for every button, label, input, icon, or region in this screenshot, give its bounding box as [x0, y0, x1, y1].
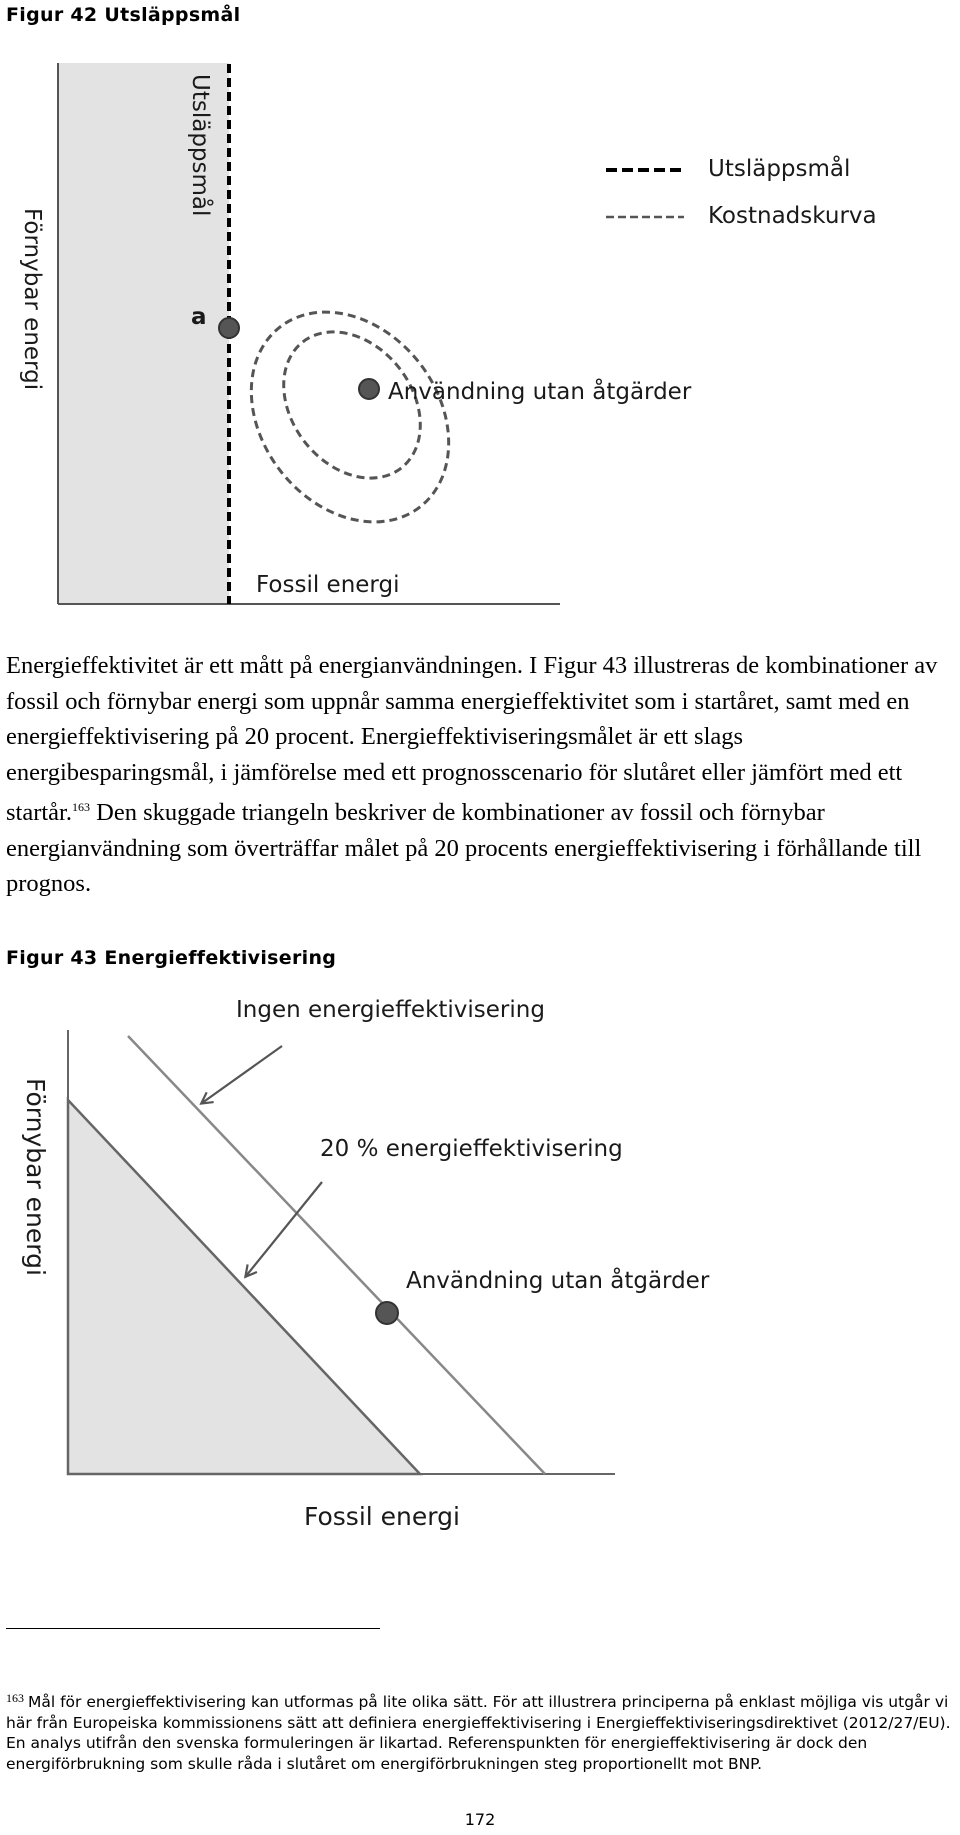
legend-label-target: Utsläppsmål [708, 156, 851, 182]
y-axis-label: Förnybar energi [19, 208, 45, 391]
usage-point-label: Användning utan åtgärder [388, 379, 692, 405]
footnote-number: 163 [6, 1691, 24, 1705]
body-paragraph [6, 648, 954, 902]
usage-point-label: Användning utan åtgärder [406, 1268, 710, 1294]
figure-42-caption: Figur 42 Utsläppsmål [6, 4, 241, 26]
footnote-separator [6, 1628, 380, 1629]
label-20-percent: 20 % energieffektivisering [320, 1136, 623, 1162]
y-axis-label: Förnybar energi [21, 1078, 50, 1276]
x-axis-label: Fossil energi [304, 1502, 460, 1531]
legend-label-cost: Kostnadskurva [708, 203, 877, 229]
label-no-efficiency: Ingen energieffektivisering [236, 997, 545, 1023]
usage-point-marker [376, 1302, 398, 1324]
x-axis-label: Fossil energi [256, 572, 400, 598]
footnote [6, 1688, 952, 1774]
cost-curve-outer [210, 273, 489, 561]
footnote-reference[interactable]: 163 [72, 800, 90, 814]
page-number: 172 [464, 1810, 496, 1829]
legend [606, 154, 877, 229]
figure-43-diagram [0, 990, 960, 1550]
figure-43-caption: Figur 43 Energieffektivisering [6, 947, 337, 969]
point-a-label: a [191, 304, 207, 330]
cost-curve-inner [255, 305, 448, 505]
arrow-no-efficiency [202, 1046, 282, 1103]
figure-43 [0, 990, 960, 1550]
figure-42-diagram [0, 40, 960, 610]
point-a-marker [219, 318, 239, 338]
paragraph-text-1: Energieffektivitet är ett mått på energianvändningen. I Figur 43 illustreras de kombinationer av fossil och förnybar energi som uppnår samma energieffektivitet som i startåret, samt med en energieffektivisering på 20 procent. Energieffektiviseringsmålet är ett slags energibesparingsmål, i jämförelse med ett prognosscenario för slutåret eller jämfört med ett startår. [6, 652, 938, 826]
target-line-label: Utsläppsmål [187, 74, 213, 217]
footnote-text: Mål för energieffektivisering kan utformas på lite olika sätt. För att illustrera principerna på enklast möjliga vis utgår vi här från Europeiska kommissionens sätt att definiera energieffektivisering i Energieffektiviseringsdirektivet (2012/27/EU). En analys utifrån den svenska formuleringen är likartad. Referenspunkten för energieffektivisering är dock den energiförbrukning som skulle råda i slutåret om energiförbrukningen steg proportionellt mot BNP. [6, 1693, 951, 1773]
figure-42 [0, 40, 960, 610]
usage-point-marker [359, 379, 379, 399]
paragraph-text-2: Den skuggade triangeln beskriver de kombinationer av fossil och förnybar energianvändning som överträffar målet på 20 procents energieffektivisering i förhållande till prognos. [6, 799, 922, 897]
